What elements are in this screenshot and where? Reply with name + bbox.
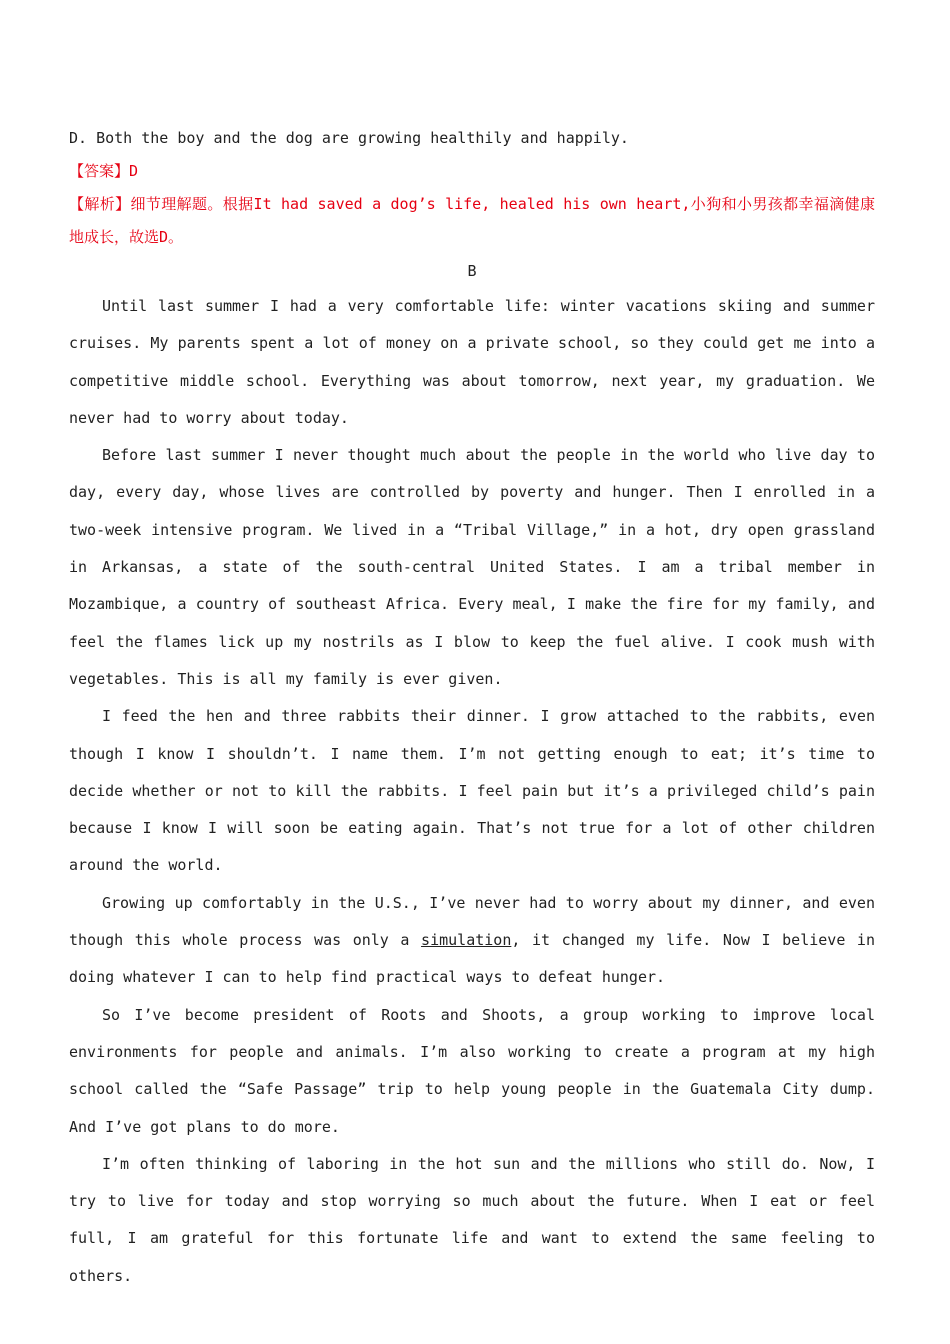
document-page [69, 122, 875, 1295]
paragraph-5: So I’ve become president of Roots and Shoots, a group working to improve local environments for people and animals. I’m also working to create a program at my high school called the “Safe Passage” trip to help young people in the Guatemala City dump. And I’ve got plans to do more. [69, 1005, 875, 1136]
answer-line [69, 155, 875, 188]
section-title: B [467, 262, 477, 280]
analysis-text: 细节理解题。根据It had saved a dog’s life, healed his own heart,小狗和小男孩都幸福滴健康地成长，故选D。 [69, 195, 875, 246]
paragraph-4 [69, 885, 875, 997]
underlined-word-simulation: simulation [421, 931, 512, 950]
paragraph-1: Until last summer I had a very comfortable life: winter vacations skiing and summer cruises. My parents spent a lot of money on a private school, so they could get me into a competitive middle school. Everything was about tomorrow, next year, my graduation. We never had to worry about today. [69, 297, 875, 427]
paragraph-4-before: Growing up comfortably in the U.S., I’ve never had to worry about my dinner, and even though this whole process was only a [69, 893, 875, 950]
paragraph-4-after: , it changed my life. Now I believe in doing whatever I can to help find practical ways to defeat hunger. [69, 931, 875, 987]
paragraph-6: I’m often thinking of laboring in the hot sun and the millions who still do. Now, I try to live for today and stop worrying so much about the future. When I eat or feel full, I am grateful for this fortunate life and want to extend the same feeling to others. [69, 1154, 875, 1285]
answer-label: 【答案】 [69, 162, 130, 180]
answer-value: D [129, 162, 139, 180]
analysis-label: 【解析】 [69, 195, 131, 213]
option-d-text: D. Both the boy and the dog are growing healthily and happily. [69, 129, 629, 147]
analysis-line [69, 188, 875, 254]
paragraph-3: I feed the hen and three rabbits their dinner. I grow attached to the rabbits, even though I know I shouldn’t. I name them. I’m not getting enough to eat; it’s time to decide whether or not to kill the rabbits. I feel pain but it’s a privileged child’s pain because I know I will soon be eating again. That’s not true for a lot of other children around the world. [69, 707, 875, 875]
paragraph-2: Before last summer I never thought much about the people in the world who live day to day, every day, whose lives are controlled by poverty and hunger. Then I enrolled in a two-week intensive program. We lived in a “Tribal Village,” in a hot, dry open grassland in Arkansas, a state of the south-central United States. I am a tribal member in Mozambique, a country of southeast Africa. Every meal, I make the fire for my family, and feel the flames lick up my nostrils as I blow to keep the fuel alive. I cook mush with vegetables. This is all my family is ever given. [69, 446, 875, 688]
